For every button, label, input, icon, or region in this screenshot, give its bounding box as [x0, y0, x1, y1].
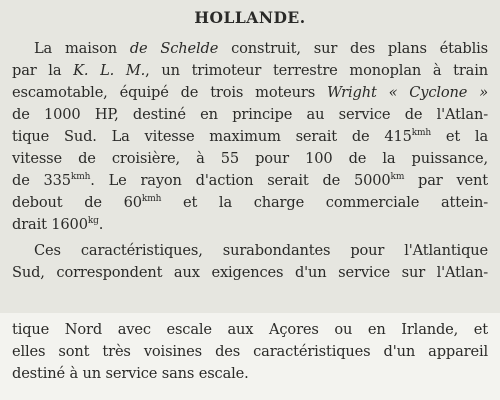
text-line: drait $1600^{kg}$.: [12, 216, 104, 233]
page-heading: HOLLANDE.: [194, 8, 306, 27]
text-line: tique Sud. La vitesse maximum serait de $415^{kmh}$ et la: [12, 128, 488, 145]
text-line: Ces caractéristiques, surabondantes pour l'Atlantique: [34, 242, 488, 259]
text-line: elles sont très voisines des caractéristiques d'un appareil: [12, 343, 488, 360]
text-line: debout de $60^{kmh}$ et la charge commerciale attein-: [12, 194, 488, 211]
text-line: de 1000 HP, destiné en principe au service de l'Atlan-: [12, 106, 488, 123]
text-line: Sud, correspondent aux exigences d'un service sur l'Atlan-: [12, 264, 488, 281]
text-line: tique Nord avec escale aux Açores ou en Irlande, et: [12, 321, 488, 338]
text-line: destiné à un service sans escale.: [12, 365, 249, 382]
emphasis-acronym: K. L. M.: [73, 62, 146, 79]
text-line: vitesse de croisière, à 55 pour 100 de la puissance,: [12, 150, 488, 167]
text-line: escamotable, équipé de trois moteurs Wright « Cyclone »: [12, 84, 488, 101]
emphasis-name: de Schelde: [129, 40, 219, 57]
text-line: La maison de Schelde construit, sur des plans établis: [34, 40, 488, 57]
emphasis-engine: Wright « Cyclone »: [326, 84, 488, 101]
text-line: de $335^{kmh}$. Le rayon d'action serait de $5000^{km}$ par vent: [12, 172, 488, 189]
text-line: par la K. L. M., un trimoteur terrestre monoplan à train: [12, 62, 488, 79]
